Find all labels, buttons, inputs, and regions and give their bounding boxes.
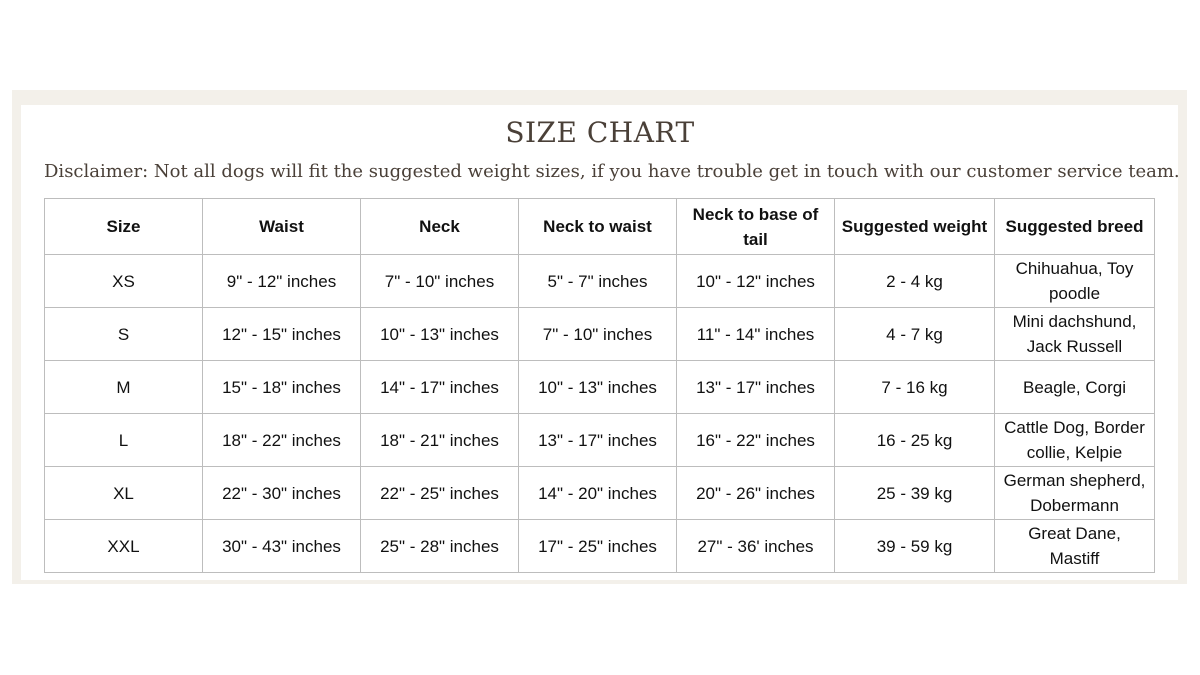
cell-weight: 7 - 16 kg [835,361,995,414]
cell-breed: Cattle Dog, Border collie, Kelpie [995,414,1155,467]
cell-breed: German shepherd, Dobermann [995,467,1155,520]
header-suggested-breed: Suggested breed [995,199,1155,255]
table-row [45,467,1155,520]
cell-weight: 4 - 7 kg [835,308,995,361]
header-suggested-weight: Suggested weight [835,199,995,255]
header-neck: Neck [361,199,519,255]
cell-waist: 30" - 43" inches [203,520,361,573]
cell-neck-to-tail: 10" - 12" inches [677,255,835,308]
cell-neck: 25" - 28" inches [361,520,519,573]
cell-neck-to-tail: 13" - 17" inches [677,361,835,414]
cell-size: XS [45,255,203,308]
cell-size: XXL [45,520,203,573]
cell-neck: 10" - 13" inches [361,308,519,361]
header-size: Size [45,199,203,255]
cell-breed: Great Dane, Mastiff [995,520,1155,573]
size-chart-table [44,198,1155,573]
cell-waist: 15" - 18" inches [203,361,361,414]
page-title: SIZE CHART [505,116,695,149]
cell-neck: 22" - 25" inches [361,467,519,520]
header-waist: Waist [203,199,361,255]
cell-neck-to-tail: 16" - 22" inches [677,414,835,467]
cell-neck-to-waist: 17" - 25" inches [519,520,677,573]
cell-neck-to-tail: 11" - 14" inches [677,308,835,361]
header-neck-to-waist: Neck to waist [519,199,677,255]
table-row [45,308,1155,361]
cell-size: XL [45,467,203,520]
cell-waist: 12" - 15" inches [203,308,361,361]
cell-breed: Beagle, Corgi [995,361,1155,414]
cell-neck-to-waist: 5" - 7" inches [519,255,677,308]
cell-waist: 22" - 30" inches [203,467,361,520]
cell-neck: 7" - 10" inches [361,255,519,308]
cell-weight: 16 - 25 kg [835,414,995,467]
cell-weight: 39 - 59 kg [835,520,995,573]
cell-neck: 14" - 17" inches [361,361,519,414]
header-neck-to-base-of-tail: Neck to base of tail [677,199,835,255]
cell-size: L [45,414,203,467]
cell-neck-to-tail: 20" - 26" inches [677,467,835,520]
table-row [45,255,1155,308]
cell-neck-to-tail: 27" - 36' inches [677,520,835,573]
cell-size: S [45,308,203,361]
table-row [45,520,1155,573]
cell-breed: Chihuahua, Toy poodle [995,255,1155,308]
cell-waist: 9" - 12" inches [203,255,361,308]
table-row [45,414,1155,467]
table-header-row [45,199,1155,255]
cell-neck: 18" - 21" inches [361,414,519,467]
cell-breed: Mini dachshund, Jack Russell [995,308,1155,361]
cell-neck-to-waist: 10" - 13" inches [519,361,677,414]
table-row [45,361,1155,414]
cell-neck-to-waist: 13" - 17" inches [519,414,677,467]
cell-weight: 2 - 4 kg [835,255,995,308]
cell-neck-to-waist: 14" - 20" inches [519,467,677,520]
disclaimer-text: Disclaimer: Not all dogs will fit the suggested weight sizes, if you have trouble get in touch with our customer service team. [44,161,1180,182]
cell-waist: 18" - 22" inches [203,414,361,467]
cell-weight: 25 - 39 kg [835,467,995,520]
cell-size: M [45,361,203,414]
cell-neck-to-waist: 7" - 10" inches [519,308,677,361]
